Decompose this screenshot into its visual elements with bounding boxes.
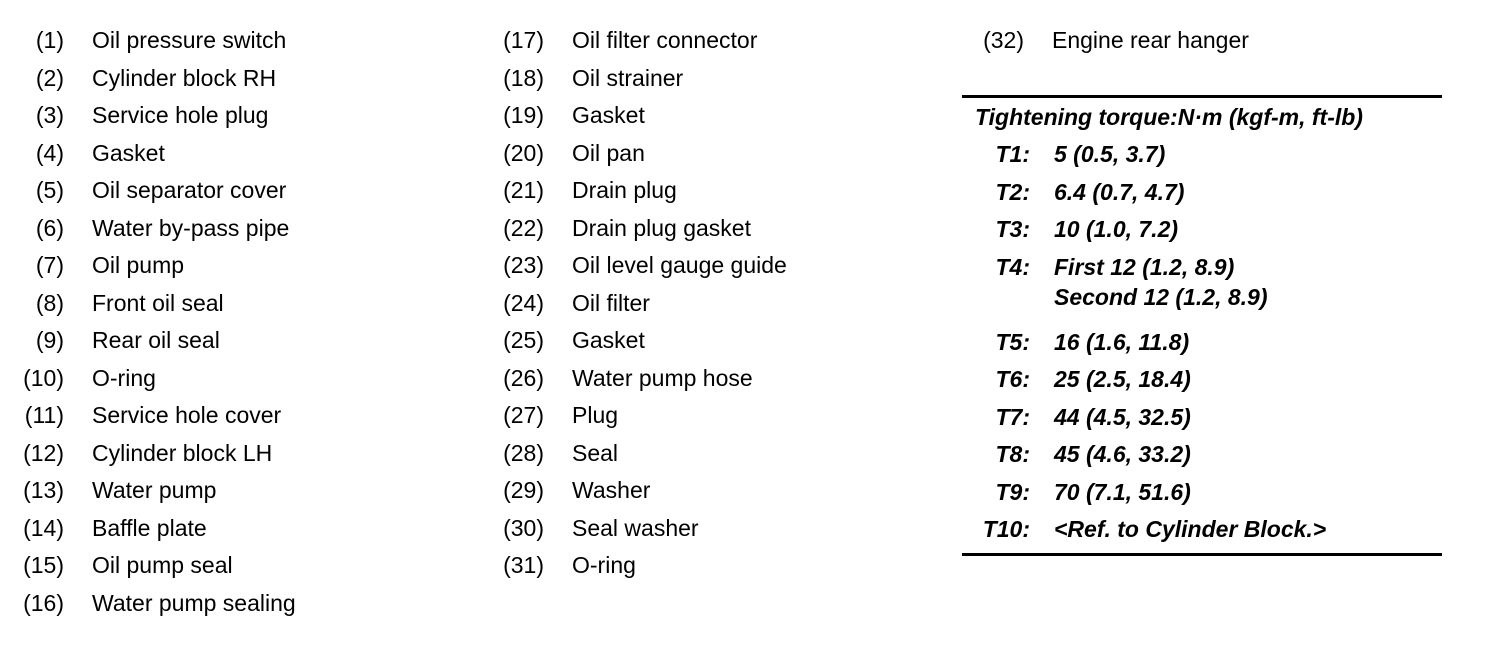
torque-value-line: 6.4 (0.7, 4.7) <box>1054 178 1185 205</box>
torque-code: T1: <box>995 141 1030 167</box>
part-number: (19) <box>503 102 544 128</box>
part-name: Oil separator cover <box>92 177 287 203</box>
torque-value-line: <Ref. to Cylinder Block.> <box>1054 516 1327 542</box>
part-number: (5) <box>35 177 64 203</box>
part-number: (20) <box>503 139 544 166</box>
part-number: (24) <box>503 289 544 316</box>
part-name: Oil level gauge guide <box>572 252 787 278</box>
part-name: O-ring <box>92 364 156 391</box>
torque-code: T4: <box>995 253 1030 280</box>
torque-row <box>962 474 1442 512</box>
part-number: (22) <box>503 214 544 241</box>
torque-value-line: 45 (4.6, 33.2) <box>1054 441 1191 467</box>
part-number: (14) <box>23 514 64 541</box>
part-name: Oil pump seal <box>92 552 233 578</box>
part-number: (31) <box>503 552 544 578</box>
part-number: (3) <box>35 102 64 128</box>
part-name: Plug <box>572 402 619 428</box>
torque-value <box>1054 439 1191 469</box>
part-number: (12) <box>23 439 64 466</box>
torque-row <box>962 249 1442 324</box>
part-name: Seal <box>572 439 619 466</box>
torque-code: T5: <box>995 328 1030 355</box>
part-name: Service hole plug <box>92 102 269 128</box>
part-number: (23) <box>503 252 544 278</box>
torque-value <box>1054 514 1326 544</box>
part-number: (29) <box>503 477 544 503</box>
torque-value <box>1054 477 1191 507</box>
part-name: Oil pan <box>572 139 645 166</box>
part-name: Oil pump <box>92 252 185 278</box>
torque-table-title: Tightening torque:N·m (kgf-m, ft-lb) <box>975 104 1363 130</box>
torque-rows <box>962 136 1442 549</box>
torque-value-line: 44 (4.5, 32.5) <box>1054 403 1191 430</box>
part-name: Oil pressure switch <box>92 27 287 53</box>
torque-value-line: 70 (7.1, 51.6) <box>1054 478 1191 505</box>
torque-value-line: 5 (0.5, 3.7) <box>1054 141 1166 167</box>
part-number: (6) <box>35 214 64 241</box>
part-name: Cylinder block RH <box>92 64 277 91</box>
part-name: Drain plug <box>572 177 677 203</box>
part-number: (11) <box>24 402 64 428</box>
torque-code: T9: <box>995 478 1030 505</box>
part-number: (30) <box>503 514 544 541</box>
part-name: Service hole cover <box>92 402 282 428</box>
part-number: (26) <box>503 364 544 391</box>
part-name: O-ring <box>572 552 636 578</box>
torque-code: T7: <box>995 403 1030 430</box>
part-number: (25) <box>503 327 544 353</box>
part-number: (9) <box>35 327 64 353</box>
torque-value-line: Second 12 (1.2, 8.9) <box>1054 283 1268 310</box>
part-number: (27) <box>503 402 544 428</box>
part-number: (7) <box>35 252 64 278</box>
part-name: Water pump <box>92 477 217 503</box>
part-number: (10) <box>23 364 64 391</box>
part-number: (1) <box>35 27 64 53</box>
torque-value <box>1054 252 1267 312</box>
torque-row <box>962 136 1442 174</box>
torque-value-line: First 12 (1.2, 8.9) <box>1054 253 1235 280</box>
part-name: Drain plug gasket <box>572 214 751 241</box>
part-name: Gasket <box>92 139 165 166</box>
part-number: (15) <box>23 552 64 578</box>
torque-row <box>962 511 1442 549</box>
part-number: (16) <box>23 589 64 616</box>
part-number: (4) <box>35 139 64 166</box>
torque-code: T3: <box>995 216 1030 242</box>
tightening-torque-table <box>962 95 1442 556</box>
part-number: (13) <box>23 477 64 503</box>
torque-value-line: 10 (1.0, 7.2) <box>1054 216 1179 242</box>
part-name: Baffle plate <box>92 514 207 541</box>
part-number: (8) <box>35 289 64 316</box>
part-name: Gasket <box>572 102 645 128</box>
torque-row <box>962 361 1442 399</box>
part-number: (2) <box>35 64 64 91</box>
part-number: (32) <box>983 27 1024 53</box>
part-number: (21) <box>503 177 544 203</box>
torque-value <box>1054 177 1184 207</box>
part-name: Engine rear hanger <box>1052 27 1249 53</box>
torque-row <box>962 174 1442 212</box>
part-number: (28) <box>503 439 544 466</box>
part-name: Oil strainer <box>572 64 684 91</box>
part-name: Washer <box>572 477 651 503</box>
torque-code: T10: <box>982 516 1030 542</box>
torque-row <box>962 399 1442 437</box>
torque-value-line: 25 (2.5, 18.4) <box>1054 366 1191 392</box>
part-number: (18) <box>503 64 544 91</box>
torque-row <box>962 211 1442 249</box>
part-name: Gasket <box>572 327 645 353</box>
torque-row <box>962 324 1442 362</box>
part-name: Front oil seal <box>92 289 224 316</box>
torque-value-line: 16 (1.6, 11.8) <box>1054 328 1190 355</box>
part-number: (17) <box>503 27 544 53</box>
torque-row <box>962 436 1442 474</box>
torque-value <box>1054 214 1178 244</box>
part-name: Water by-pass pipe <box>92 214 290 241</box>
torque-value <box>1054 139 1165 169</box>
torque-value <box>1054 402 1191 432</box>
part-name: Water pump hose <box>572 364 753 391</box>
torque-code: T2: <box>995 178 1030 205</box>
torque-value <box>1054 364 1191 394</box>
torque-code: T6: <box>995 366 1030 392</box>
part-name: Oil filter connector <box>572 27 758 53</box>
part-name: Seal washer <box>572 514 699 541</box>
torque-code: T8: <box>995 441 1030 467</box>
torque-value <box>1054 327 1189 357</box>
part-name: Water pump sealing <box>92 589 296 616</box>
table-top-rule <box>962 95 1442 98</box>
part-name: Cylinder block LH <box>92 439 273 466</box>
part-name: Oil filter <box>572 289 650 316</box>
table-bottom-rule <box>962 553 1442 556</box>
part-name: Rear oil seal <box>92 327 220 353</box>
